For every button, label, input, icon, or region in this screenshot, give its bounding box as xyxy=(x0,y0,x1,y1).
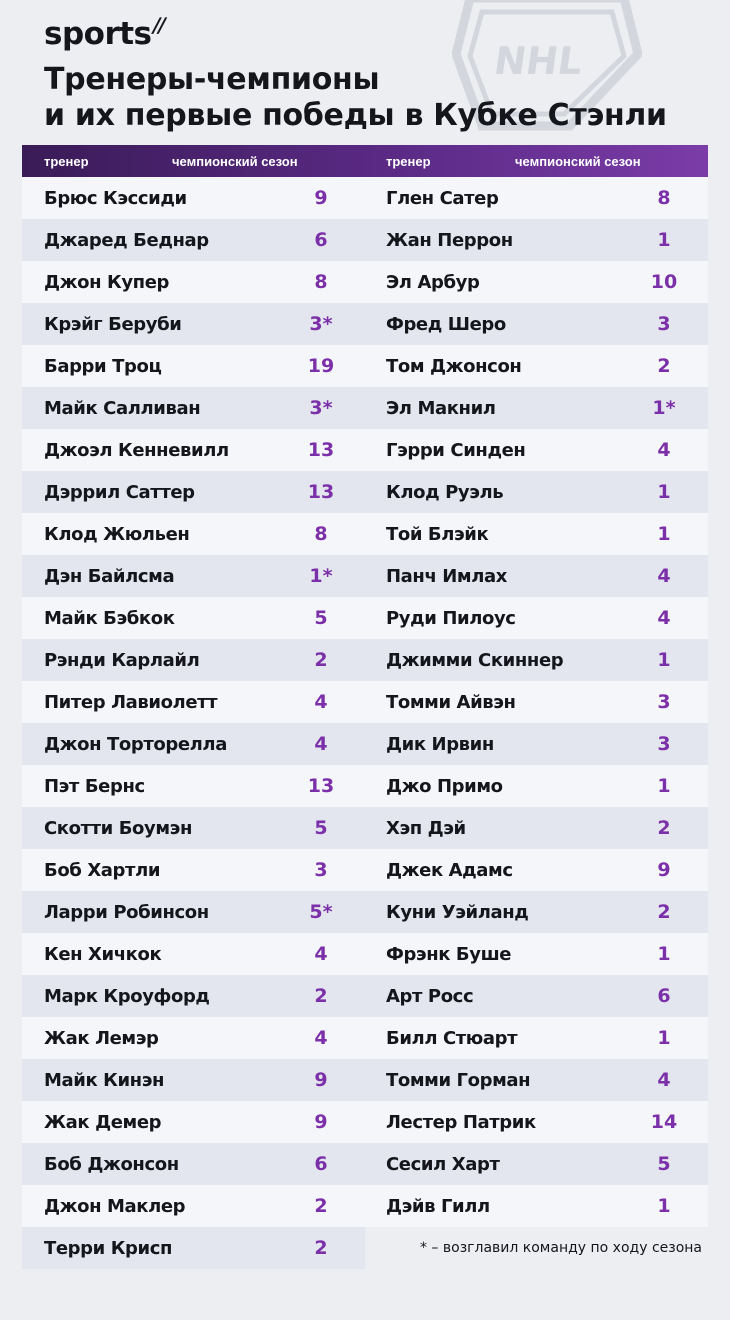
coach-name: Кен Хичкок xyxy=(44,943,162,965)
coach-name: Панч Имлах xyxy=(386,565,507,587)
championship-season: 10 xyxy=(650,271,678,293)
coach-name: Майк Салливан xyxy=(44,397,201,419)
championship-season: 4 xyxy=(314,733,328,755)
table-row xyxy=(22,345,365,387)
championship-season: 4 xyxy=(314,943,328,965)
coach-name: Джек Адамс xyxy=(386,859,513,881)
championship-season: 1 xyxy=(657,943,671,965)
table-row xyxy=(22,765,365,807)
championship-season: 5 xyxy=(657,1153,671,1175)
coach-name: Дэйв Гилл xyxy=(386,1195,490,1217)
coach-name: Джаред Беднар xyxy=(44,229,209,251)
sports-logo xyxy=(44,13,166,52)
page-title-line1: Тренеры-чемпионы xyxy=(44,62,380,97)
championship-season: 4 xyxy=(657,607,671,629)
championship-season: 13 xyxy=(307,775,335,797)
coach-name: Джон Маклер xyxy=(44,1195,186,1217)
table-row xyxy=(365,1017,708,1059)
coach-name: Жан Перрон xyxy=(386,229,513,251)
championship-season: 2 xyxy=(657,355,671,377)
header xyxy=(22,0,708,145)
table-row xyxy=(22,555,365,597)
coach-name: Джон Торторелла xyxy=(44,733,227,755)
championship-season: 1* xyxy=(309,565,333,587)
coach-name: Фред Шеро xyxy=(386,313,506,335)
table-row xyxy=(22,807,365,849)
table-row xyxy=(365,933,708,975)
championship-season: 9 xyxy=(657,859,671,881)
coach-name: Гэрри Синден xyxy=(386,439,526,461)
coach-name: Джо Примо xyxy=(386,775,503,797)
table-row xyxy=(22,723,365,765)
table-row xyxy=(22,639,365,681)
table-row xyxy=(365,177,708,219)
table-header-row xyxy=(22,145,708,177)
page-title xyxy=(44,62,667,134)
table-row xyxy=(365,345,708,387)
table-row xyxy=(365,975,708,1017)
coach-name: Сесил Харт xyxy=(386,1153,500,1175)
championship-season: 8 xyxy=(314,523,328,545)
table-row xyxy=(365,219,708,261)
sports-logo-text: sports xyxy=(44,16,152,52)
coach-name: Томми Горман xyxy=(386,1069,531,1091)
table-row xyxy=(22,1059,365,1101)
table-row xyxy=(365,513,708,555)
championship-season: 3 xyxy=(314,859,328,881)
table-footnote: * – возглавил команду по ходу сезона xyxy=(365,1227,708,1269)
championship-season: 1 xyxy=(657,481,671,503)
championship-season: 2 xyxy=(314,1237,328,1259)
coach-name: Майк Кинэн xyxy=(44,1069,165,1091)
championship-season: 8 xyxy=(314,271,328,293)
championship-season: 1 xyxy=(657,649,671,671)
table-row xyxy=(22,681,365,723)
coach-name: Арт Росс xyxy=(386,985,474,1007)
coach-name: Майк Бэбкок xyxy=(44,607,175,629)
table-column-right xyxy=(365,177,708,1269)
table-row xyxy=(22,1185,365,1227)
table-row xyxy=(22,1227,365,1269)
coach-name: Глен Сатер xyxy=(386,187,499,209)
table-row xyxy=(365,765,708,807)
header-season-right: чемпионский сезон xyxy=(515,153,641,169)
coach-name: Джоэл Кенневилл xyxy=(44,439,229,461)
table-row xyxy=(365,261,708,303)
coach-name: Эл Макнил xyxy=(386,397,496,419)
championship-season: 4 xyxy=(314,691,328,713)
coach-name: Питер Лавиолетт xyxy=(44,691,218,713)
championship-season: 3* xyxy=(309,313,333,335)
championship-season: 2 xyxy=(314,649,328,671)
championship-season: 3 xyxy=(657,691,671,713)
table-row xyxy=(365,807,708,849)
coach-name: Фрэнк Буше xyxy=(386,943,512,965)
coach-name: Марк Кроуфорд xyxy=(44,985,210,1007)
table-row xyxy=(365,723,708,765)
championship-season: 1 xyxy=(657,523,671,545)
coach-name: Рэнди Карлайл xyxy=(44,649,200,671)
table-row xyxy=(365,1143,708,1185)
coach-name: Билл Стюарт xyxy=(386,1027,518,1049)
coach-name: Той Блэйк xyxy=(386,523,489,545)
championship-season: 2 xyxy=(657,901,671,923)
coach-name: Лестер Патрик xyxy=(386,1111,536,1133)
coaches-table xyxy=(22,145,708,1269)
championship-season: 1 xyxy=(657,1195,671,1217)
coach-name: Клод Жюльен xyxy=(44,523,190,545)
championship-season: 9 xyxy=(314,1069,328,1091)
table-row xyxy=(22,1101,365,1143)
coach-name: Томми Айвэн xyxy=(386,691,516,713)
coach-name: Жак Демер xyxy=(44,1111,162,1133)
header-season-left: чемпионский сезон xyxy=(172,153,298,169)
table-row xyxy=(365,597,708,639)
coach-name: Эл Арбур xyxy=(386,271,480,293)
championship-season: 1 xyxy=(657,1027,671,1049)
championship-season: 2 xyxy=(657,817,671,839)
table-row xyxy=(22,177,365,219)
coach-name: Терри Крисп xyxy=(44,1237,173,1259)
table-row xyxy=(365,849,708,891)
table-row xyxy=(22,1017,365,1059)
table-row xyxy=(22,891,365,933)
coach-name: Дэррил Саттер xyxy=(44,481,195,503)
coach-name: Клод Руэль xyxy=(386,481,504,503)
table-row xyxy=(365,639,708,681)
header-coach-left: тренер xyxy=(44,153,89,169)
coach-name: Дик Ирвин xyxy=(386,733,494,755)
coach-name: Боб Хартли xyxy=(44,859,161,881)
coach-name: Барри Троц xyxy=(44,355,162,377)
coach-name: Пэт Бернс xyxy=(44,775,145,797)
table-row xyxy=(22,387,365,429)
table-row xyxy=(22,975,365,1017)
header-coach-right: тренер xyxy=(386,153,431,169)
table-row xyxy=(22,849,365,891)
championship-season: 1 xyxy=(657,775,671,797)
table-row xyxy=(365,303,708,345)
table-row xyxy=(22,597,365,639)
coach-name: Куни Уэйланд xyxy=(386,901,529,923)
table-row xyxy=(22,933,365,975)
coach-name: Жак Лемэр xyxy=(44,1027,159,1049)
table-row xyxy=(22,261,365,303)
table-row xyxy=(365,1185,708,1227)
championship-season: 5* xyxy=(309,901,333,923)
championship-season: 3 xyxy=(657,733,671,755)
championship-season: 9 xyxy=(314,187,328,209)
championship-season: 1* xyxy=(652,397,676,419)
table-row xyxy=(22,471,365,513)
sports-logo-tick: // xyxy=(149,13,166,37)
table-row xyxy=(22,1143,365,1185)
championship-season: 8 xyxy=(657,187,671,209)
table-row xyxy=(365,429,708,471)
championship-season: 3 xyxy=(657,313,671,335)
table-row xyxy=(22,219,365,261)
table-row xyxy=(22,303,365,345)
championship-season: 4 xyxy=(657,439,671,461)
championship-season: 1 xyxy=(657,229,671,251)
championship-season: 4 xyxy=(657,565,671,587)
coach-name: Боб Джонсон xyxy=(44,1153,179,1175)
championship-season: 5 xyxy=(314,607,328,629)
championship-season: 4 xyxy=(657,1069,671,1091)
championship-season: 13 xyxy=(307,481,335,503)
championship-season: 6 xyxy=(314,229,328,251)
championship-season: 19 xyxy=(307,355,335,377)
nhl-logo-text: NHL xyxy=(491,40,586,84)
table-row xyxy=(22,513,365,555)
championship-season: 9 xyxy=(314,1111,328,1133)
coach-name: Крэйг Беруби xyxy=(44,313,182,335)
coach-name: Хэп Дэй xyxy=(386,817,466,839)
championship-season: 4 xyxy=(314,1027,328,1049)
coach-name: Джон Купер xyxy=(44,271,169,293)
coach-name: Том Джонсон xyxy=(386,355,522,377)
table-row xyxy=(365,1101,708,1143)
coach-name: Ларри Робинсон xyxy=(44,901,209,923)
table-body xyxy=(22,177,708,1269)
table-row xyxy=(22,429,365,471)
table-row xyxy=(365,1059,708,1101)
championship-season: 2 xyxy=(314,1195,328,1217)
page-title-line2: и их первые победы в Кубке Стэнли xyxy=(44,98,667,133)
championship-season: 6 xyxy=(314,1153,328,1175)
table-row xyxy=(365,387,708,429)
table-row xyxy=(365,891,708,933)
championship-season: 5 xyxy=(314,817,328,839)
coach-name: Руди Пилоус xyxy=(386,607,516,629)
championship-season: 2 xyxy=(314,985,328,1007)
championship-season: 6 xyxy=(657,985,671,1007)
coach-name: Джимми Скиннер xyxy=(386,649,564,671)
championship-season: 13 xyxy=(307,439,335,461)
table-row xyxy=(365,681,708,723)
coach-name: Дэн Байлсма xyxy=(44,565,175,587)
table-column-left xyxy=(22,177,365,1269)
championship-season: 14 xyxy=(650,1111,678,1133)
table-row xyxy=(365,471,708,513)
table-row xyxy=(365,555,708,597)
coach-name: Скотти Боумэн xyxy=(44,817,192,839)
coach-name: Брюс Кэссиди xyxy=(44,187,187,209)
championship-season: 3* xyxy=(309,397,333,419)
